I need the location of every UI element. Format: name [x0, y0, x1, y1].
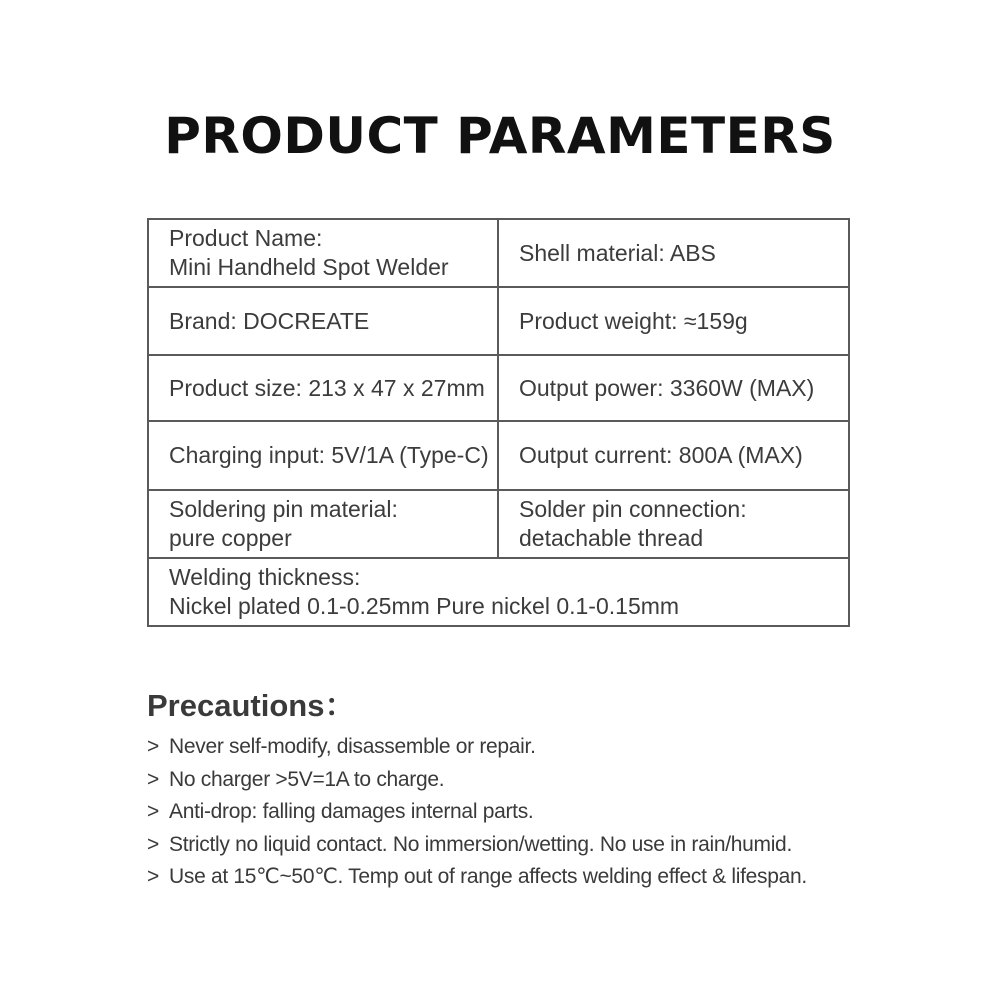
- welding-thickness-label: Welding thickness:: [169, 564, 361, 590]
- list-item: [147, 861, 807, 894]
- chevron-right-icon: >: [147, 832, 159, 856]
- welding-thickness-cell: [148, 558, 849, 626]
- table-row: [148, 355, 849, 421]
- precautions-heading: Precautions：: [147, 688, 356, 723]
- product-parameters-table: [147, 218, 850, 627]
- solder-pin-connection-cell: [498, 490, 849, 558]
- soldering-pin-material-cell: [148, 490, 498, 558]
- chevron-right-icon: >: [147, 865, 159, 888]
- output-current-text: Output current: 800A (MAX): [519, 442, 803, 468]
- charging-input-cell: [148, 421, 498, 490]
- output-current-cell: [498, 421, 849, 490]
- chevron-right-icon: >: [147, 800, 159, 823]
- table-row: [148, 421, 849, 490]
- product-name-value: Mini Handheld Spot Welder: [169, 254, 449, 280]
- precaution-text: Never self-modify, disassemble or repair.: [169, 735, 536, 758]
- brand-cell: [148, 287, 498, 355]
- precaution-text: No charger >5V=1A to charge.: [169, 767, 445, 791]
- output-power-text: Output power: 3360W (MAX): [519, 374, 815, 401]
- charging-input-text: Charging input: 5V/1A (Type-C): [169, 442, 489, 468]
- table-row: [148, 219, 849, 287]
- solder-pin-connection-label: Solder pin connection:: [519, 496, 747, 522]
- list-item: [147, 764, 807, 797]
- product-weight-cell: [498, 287, 849, 355]
- table-row: [148, 558, 849, 626]
- chevron-right-icon: >: [147, 735, 159, 758]
- product-size-cell: [148, 355, 498, 421]
- table-row: [148, 490, 849, 558]
- shell-material-cell: [498, 219, 849, 287]
- list-item: [147, 829, 807, 862]
- welding-thickness-value: Nickel plated 0.1-0.25mm Pure nickel 0.1-0.15mm: [169, 593, 680, 619]
- product-weight-text: Product weight: ≈159g: [519, 307, 748, 334]
- product-name-label: Product Name:: [169, 225, 323, 251]
- table-row: [148, 287, 849, 355]
- precaution-text: Use at 15℃~50℃. Temp out of range affects welding effect & lifespan.: [169, 865, 807, 888]
- shell-material-text: Shell material: ABS: [519, 239, 716, 266]
- output-power-cell: [498, 355, 849, 421]
- chevron-right-icon: >: [147, 767, 159, 791]
- page-title: PRODUCT PARAMETERS: [164, 107, 836, 165]
- precaution-text: Strictly no liquid contact. No immersion/wetting. No use in rain/humid.: [169, 832, 792, 856]
- precautions-list: [147, 731, 807, 894]
- list-item: [147, 731, 807, 764]
- product-name-cell: [148, 219, 498, 287]
- product-size-text: Product size: 213 x 47 x 27mm: [169, 374, 485, 401]
- brand-text: Brand: DOCREATE: [169, 307, 370, 334]
- precaution-text: Anti-drop: falling damages internal parts.: [169, 800, 534, 823]
- solder-pin-connection-value: detachable thread: [519, 525, 704, 551]
- soldering-pin-material-label: Soldering pin material:: [169, 496, 398, 522]
- list-item: [147, 796, 807, 829]
- soldering-pin-material-value: pure copper: [169, 525, 292, 551]
